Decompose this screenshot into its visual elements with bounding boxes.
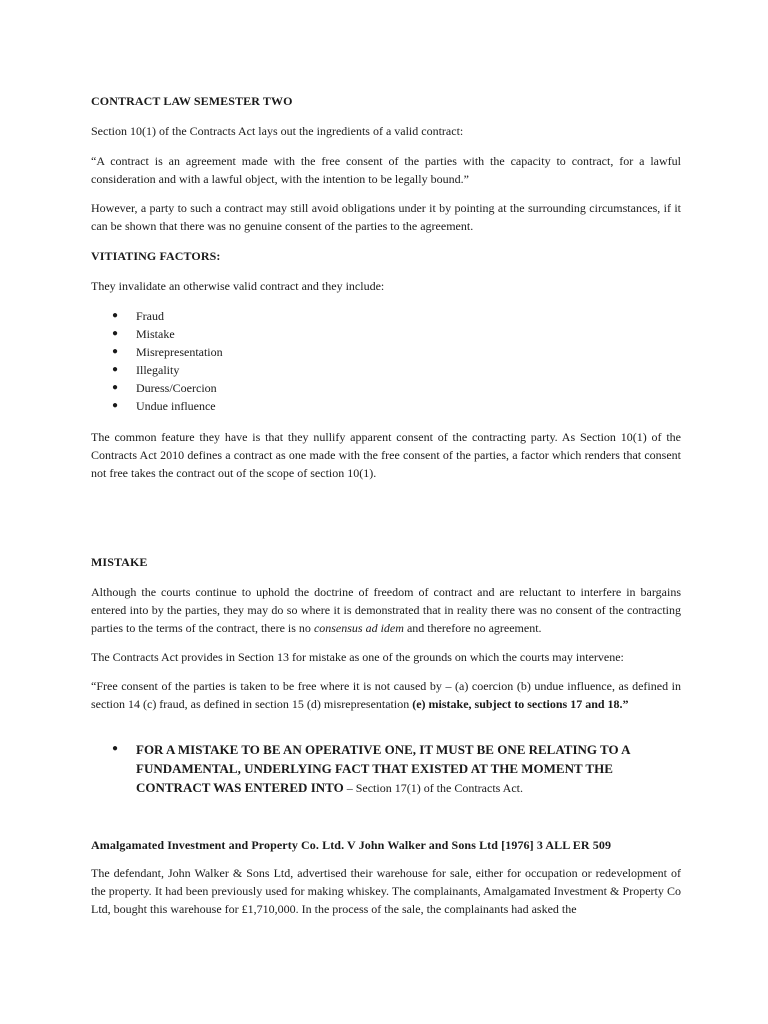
contract-definition-quote: “A contract is an agreement made with the free consent of the parties with the capacity to contract, for a lawful consideration and with a lawful object, with the intention to be legally bound.”: [91, 154, 681, 186]
bullet-icon: ●: [112, 364, 119, 375]
mistake-heading: MISTAKE: [91, 555, 148, 569]
list-item: ● Illegality: [112, 363, 180, 377]
intro-paragraph: Section 10(1) of the Contracts Act lays out the ingredients of a valid contract:: [91, 124, 464, 138]
bullet-icon: ●: [112, 346, 119, 357]
document-title: CONTRACT LAW SEMESTER TWO: [91, 94, 293, 108]
vitiating-factors-list: [91, 307, 223, 415]
section13-paragraph: The Contracts Act provides in Section 13 for mistake as one of the grounds on which the courts may intervene:: [91, 650, 624, 664]
case-paragraph: The defendant, John Walker & Sons Ltd, advertised their warehouse for sale, either for occupation or redevelopment of the property. It had been previously used for making whiskey. The complainants, Amalgamated Investment & Property Co Ltd, bought this warehouse for £1,710,000. In the process of the sale, the complainants had asked the: [91, 866, 681, 916]
bullet-icon: ●: [112, 743, 119, 754]
list-item: ● Misrepresentation: [112, 345, 223, 359]
however-paragraph: However, a party to such a contract may still avoid obligations under it by pointing at the surrounding circumstances, if it can be shown that there was no genuine consent of the parties to the agreement.: [91, 201, 681, 233]
vitiating-factors-heading: VITIATING FACTORS:: [91, 249, 221, 263]
bullet-icon: ●: [112, 400, 119, 411]
list-item: ● Mistake: [112, 327, 175, 341]
latin-phrase: consensus ad idem: [313, 621, 404, 635]
list-item: ● Undue influence: [112, 399, 216, 413]
vitiating-factors-intro: They invalidate an otherwise valid contract and they include:: [91, 279, 385, 293]
mistake-paragraph: Although the courts continue to uphold the doctrine of freedom of contract and are reluctant to interfere in bargains entered into by the parties, they may do so where it is demonstrated that in reality there was no consent of the contracting parties to the terms of the contract, there is no consensus ad idem and therefore no agreement.: [91, 585, 681, 635]
list-item: ● Duress/Coercion: [112, 381, 217, 395]
bullet-icon: ●: [112, 382, 119, 393]
bullet-icon: ●: [112, 310, 119, 321]
case-heading: Amalgamated Investment and Property Co. Ltd. V John Walker and Sons Ltd [1976] 3 ALL ER 509: [91, 838, 612, 852]
bullet-icon: ●: [112, 328, 119, 339]
operative-mistake-point: ● FOR A MISTAKE TO BE AN OPERATIVE ONE, IT MUST BE ONE RELATING TO A FUNDAMENTAL, UNDERLYING FACT THAT EXISTED AT THE MOMENT THE CONTRACT WAS ENTERED INTO – Section 17(1) of the Contracts Act.: [112, 742, 630, 795]
free-consent-quote: “Free consent of the parties is taken to be free where it is not caused by – (a) coercion (b) undue influence, as defined in section 14 (c) fraud, as defined in section 15 (d) misrepresentation (e) mistake, subject to sections 17 and 18.”: [91, 679, 681, 711]
list-item: ● Fraud: [112, 309, 164, 323]
common-feature-paragraph: The common feature they have is that they nullify apparent consent of the contracting party. As Section 10(1) of the Contracts Act 2010 defines a contract as one made with the free consent of the parties, a factor which renders that consent not free takes the contract out of the scope of section 10(1).: [91, 430, 681, 480]
